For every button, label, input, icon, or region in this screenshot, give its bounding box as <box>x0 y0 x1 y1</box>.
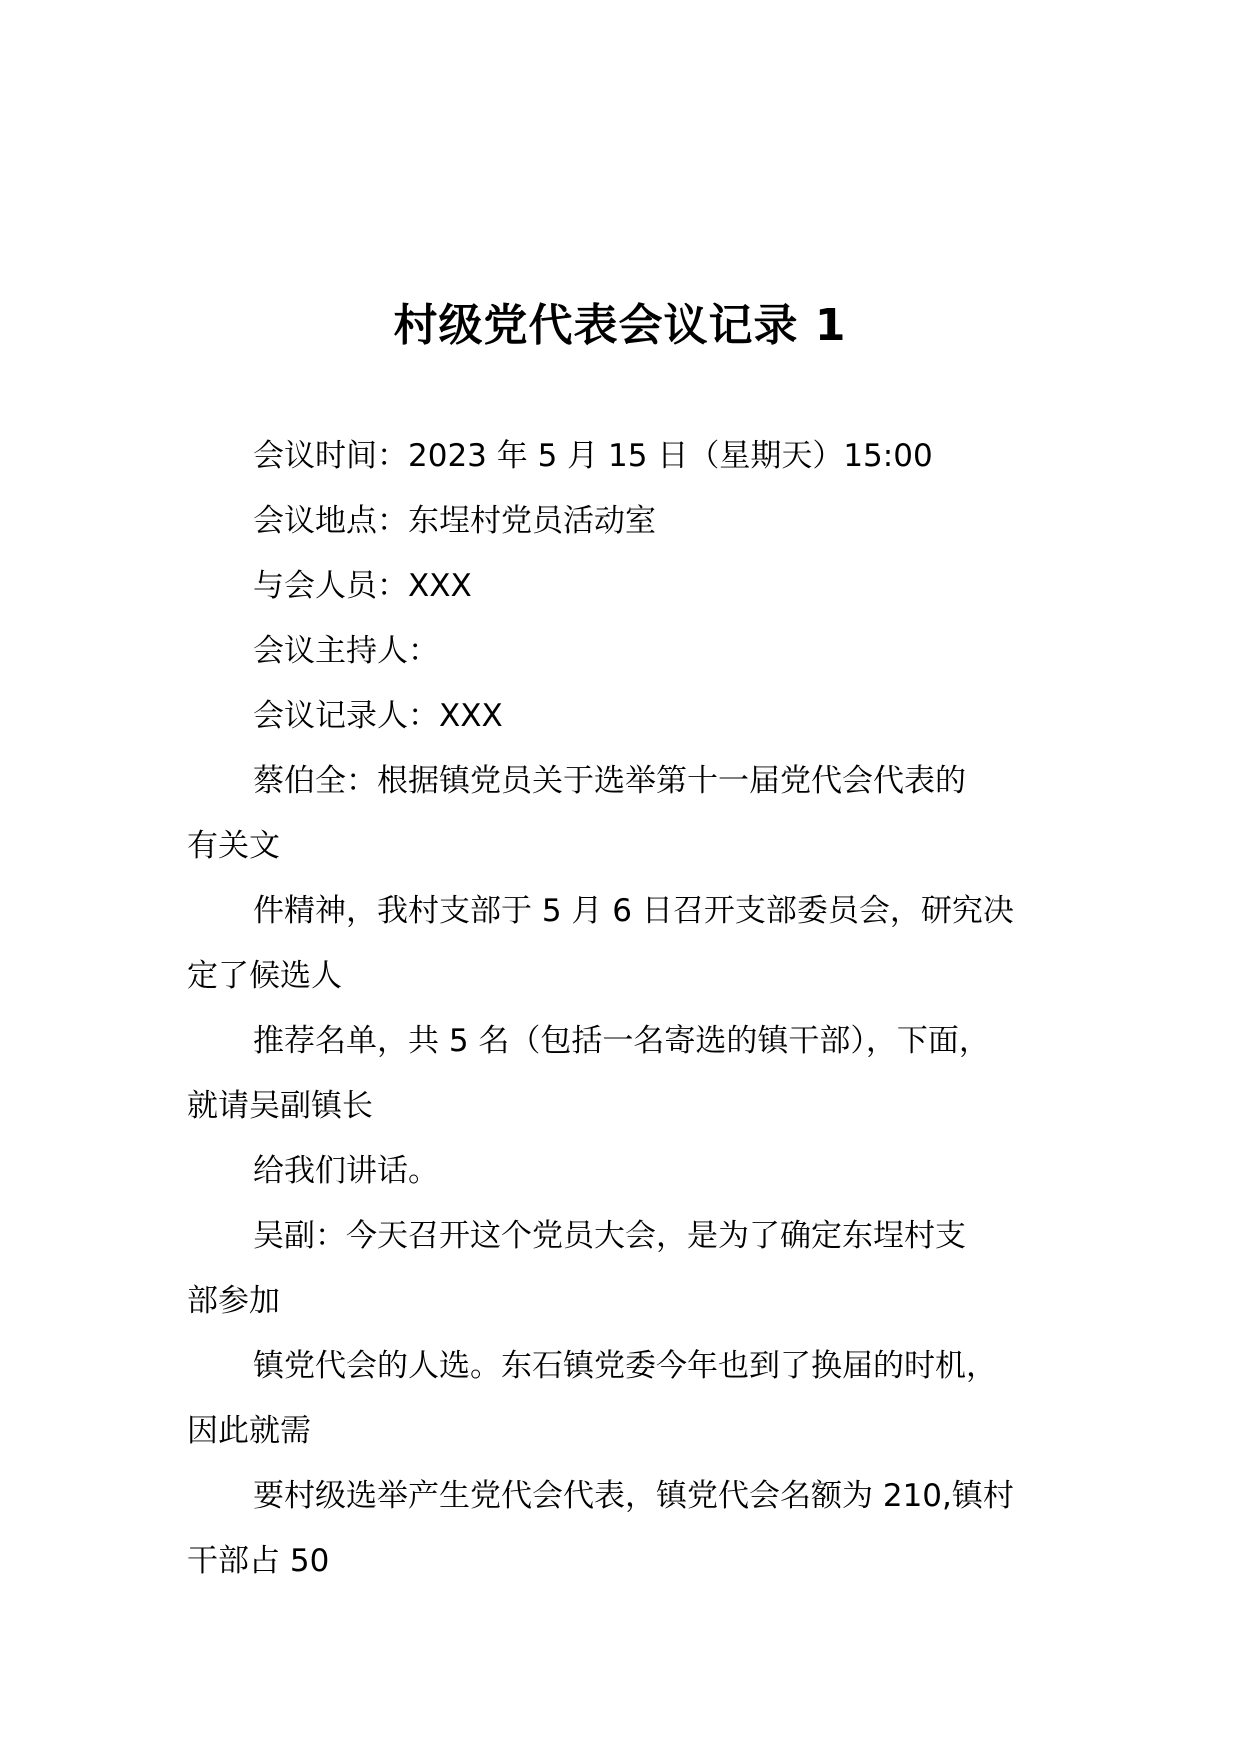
paragraph-line: 蔡伯全：根据镇党员关于选举第十一届党代会代表的 <box>253 763 966 799</box>
paragraph-line: 有关文 <box>187 828 280 864</box>
meeting-place: 会议地点：东埕村党员活动室 <box>253 503 656 539</box>
paragraph-line: 部参加 <box>187 1283 280 1319</box>
meeting-recorder: 会议记录人：XXX <box>253 698 503 734</box>
meeting-host: 会议主持人： <box>253 633 439 669</box>
meeting-record-body <box>187 424 1087 1594</box>
paragraph-line: 定了候选人 <box>187 958 342 994</box>
paragraph-line: 干部占 50 <box>187 1543 330 1579</box>
paragraph-line: 推荐名单，共 5 名（包括一名寄选的镇干部），下面， <box>253 1023 990 1059</box>
paragraph-line: 因此就需 <box>187 1413 311 1449</box>
paragraph-line: 给我们讲话。 <box>253 1153 439 1189</box>
paragraph-line: 就请吴副镇长 <box>187 1088 373 1124</box>
paragraph-line: 镇党代会的人选。东石镇党委今年也到了换届的时机， <box>253 1348 997 1384</box>
paragraph-line: 件精神，我村支部于 5 月 6 日召开支部委员会，研究决 <box>253 893 1014 929</box>
paragraph-line: 吴副：今天召开这个党员大会，是为了确定东埕村支 <box>253 1218 966 1254</box>
meeting-attendees: 与会人员：XXX <box>253 568 472 604</box>
meeting-time: 会议时间：2023 年 5 月 15 日（星期天）15:00 <box>253 438 933 474</box>
paragraph-line: 要村级选举产生党代会代表，镇党代会名额为 210,镇村 <box>253 1478 1014 1514</box>
page-title: 村级党代表会议记录 1 <box>393 300 847 351</box>
